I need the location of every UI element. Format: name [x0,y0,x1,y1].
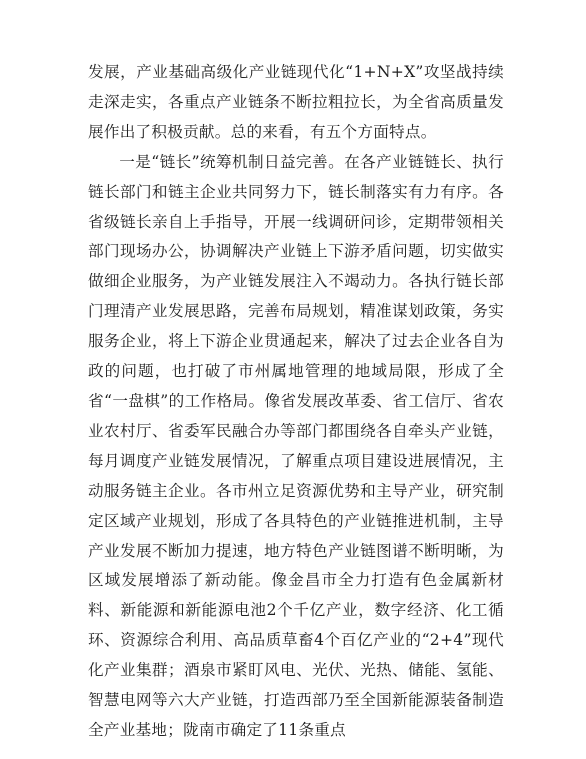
paragraph-point-one: 一是“链长”统筹机制日益完善。在各产业链链长、执行链长部门和链主企业共同努力下，链长制落实有力有序。各省级链长亲自上手指导，开展一线调研问诊，定期带领相关部门现场办公，协调解决产业链上下游矛盾问题，切实做实做细企业服务，为产业链发展注入不竭动力。各执行链长部门理清产业发展思路，完善布局规划，精准谋划政策，务实服务企业，将上下游企业贯通起来，解决了过去企业各自为政的问题，也打破了市州属地管理的地域局限，形成了全省“一盘棋”的工作格局。像省发展改革委、省工信厅、省农业农村厅、省委军民融合办等部门都围绕各自牵头产业链，每月调度产业链发展情况，了解重点项目建设进展情况，主动服务链主企业。各市州立足资源优势和主导产业，研究制定区域产业规划，形成了各具特色的产业链推进机制，主导产业发展不断加力提速，地方特色产业链图谱不断明晰，为区域发展增添了新动能。像金昌市全力打造有色金属新材料、新能源和新能源电池2个千亿产业，数字经济、化工循环、资源综合利用、高品质草畜4个百亿产业的“2+4”现代化产业集群；酒泉市紧盯风电、光伏、光热、储能、氢能、智慧电网等六大产业链，打造西部乃至全国新能源装备制造全产业基地；陇南市确定了11条重点 [88,152,504,739]
body-text [88,58,504,746]
paragraph-intro: 发展，产业基础高级化产业链现代化“1+N+X”攻坚战持续走深走实，各重点产业链条不断拉粗拉长，为全省高质量发展作出了积极贡献。总的来看，有五个方面特点。 [88,63,504,141]
